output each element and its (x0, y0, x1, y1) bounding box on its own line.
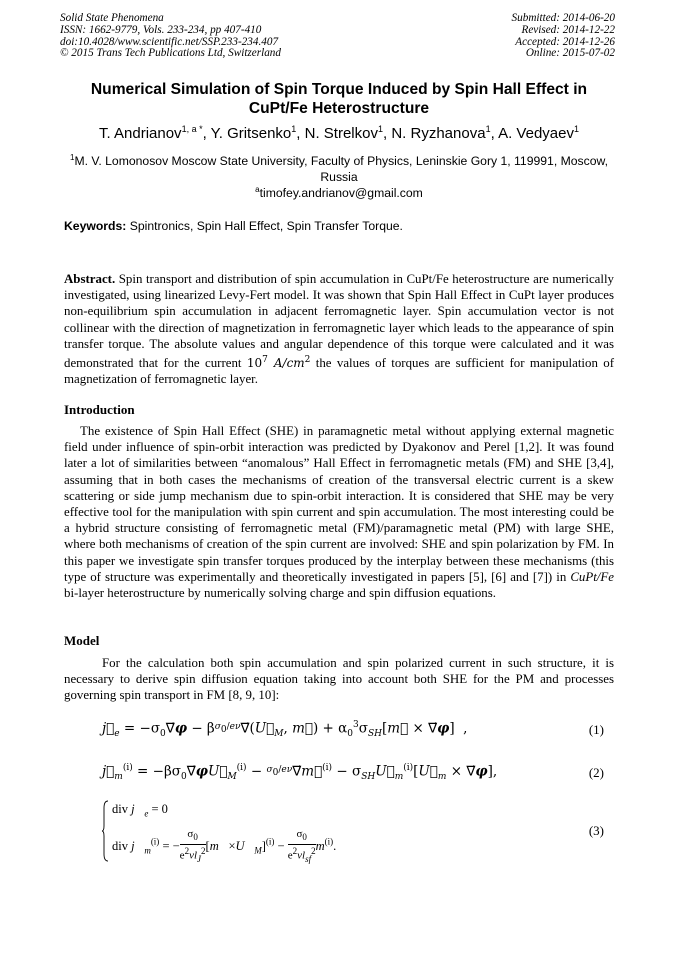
abstract-current (247, 356, 311, 370)
author-name: N. Ryzhanova (391, 125, 486, 142)
equation-3-line-1: div $j⃗_e = 0$ (112, 802, 168, 819)
author-name: N. Strelkov (304, 125, 378, 142)
date-revised: Revised: 2014-12-22 (521, 23, 615, 36)
current-unit: A/cm (273, 356, 305, 371)
introduction-text-end: bi-layer heterostructure by numerically solving charge and spin diffusion equations. (64, 586, 496, 601)
introduction-text: The existence of Spin Hall Effect (SHE) in paramagnetic metal without applying external magnetic field under influence of spin-orbit interaction was predicted by Dyakonov and Perel [1,2]. It was found later a lot of similarities between “anomalous” Hall Effect in ferromagnetic metals (FM) and SHE [3,4], assuming that in both cases the mechanisms of creation of the transversal electric current is a skew scattering or side jump mechanism due to spin-orbit interaction. It is considered that SHE may be very effective tool for the manipulation with spin current and spin accumulation. The most interesting could be a hybrid structure consisting of ferromagnetic metal (FM)/paramagnetic metal (PM) with large SHE, where both mechanisms of creation of the spin current are involved: SHE and spin polarization by FM. In this paper we investigate spin transfer torques produced by the interplay between these mechanisms (this type of structure was experimentally and theoretically investigated in papers [5], [6] and [7]) in (64, 424, 614, 584)
keywords-label: Keywords: (64, 219, 127, 233)
journal-copyright: © 2015 Trans Tech Publications Ltd, Switzerland (60, 47, 281, 60)
author-sup: 1 (291, 124, 297, 134)
date-online: Online: 2015-07-02 (525, 47, 615, 60)
paper-title: Numerical Simulation of Spin Torque Induced by Spin Hall Effect in CuPt/Fe Heterostructure (90, 81, 588, 117)
abstract-text-end: the values of torques are sufficient for manipulation of magnetization of ferromagnetic layer. (64, 356, 615, 387)
author-name: Y. Gritsenko (210, 125, 292, 142)
model-body: For the calculation both spin accumulation and spin polarized current in such structure, it is necessary to derive spin diffusion equation taking into account both SHE for the PM and processes governing spin transport in FM [8, 9, 10]: (64, 656, 614, 703)
equation-number-1: (1) (588, 722, 604, 737)
introduction-body (64, 423, 614, 601)
author-sup: 1 (485, 124, 491, 134)
introduction-italic: CuPt/Fe (570, 569, 614, 584)
author-sup: 1 (573, 124, 579, 134)
journal-issn: ISSN: 1662-9779, Vols. 233-234, pp 407-410 (60, 23, 262, 36)
current-exponent: 7 (262, 355, 268, 366)
author-list: T. Andrianov$^{1, a *}$, Y. Gritsenko$^1$, N. Strelkov$^1$, N. Ryzhanova$^1$, A. Vedyaev$^1$ (99, 124, 579, 142)
author-sup: 1 (377, 124, 383, 134)
journal-doi: doi:10.4028/www.scientific.net/SSP.233-234.407 (60, 35, 279, 48)
abstract (64, 271, 614, 387)
affiliation-text: M. V. Lomonosov Moscow State University, Faculty of Physics, Leninskie Gory 1, 119991, Moscow, Russia (74, 154, 608, 185)
author-name: T. Andrianov (99, 125, 182, 142)
journal-info (60, 13, 281, 60)
affiliation (60, 150, 618, 185)
date-accepted: Accepted: 2014-12-26 (515, 35, 615, 48)
model-heading: Model (64, 633, 100, 648)
email-address[interactable]: timofey.andrianov@gmail.com (259, 186, 423, 201)
equation-1: $j⃗_e$ = $-\sigma_0\nabla⃗\varphi$ − $\beta^{\sigma_0/e\nu}\nabla⃗(U⃗_M$, m⃗) + $\alpha_0^3\sigma_{SH}[m⃗$ × ∇⃗φ] , (102, 720, 468, 740)
affiliation-sup: 1 (70, 153, 75, 162)
date-submitted: Submitted: 2014-06-20 (511, 12, 615, 24)
email-sup: a (255, 185, 260, 194)
author-name: A. Vedyaev (498, 125, 574, 142)
equation-number-3: (3) (588, 823, 604, 838)
brace-icon (102, 800, 108, 862)
unit-exponent: 2 (304, 355, 311, 366)
keywords (64, 219, 403, 233)
equation-number-2: (2) (588, 765, 604, 780)
abstract-text: Spin transport and distribution of spin accumulation in CuPt/Fe heterostructure are numerically investigated, using linearized Levy-Fert model. It was shown that Spin Hall Effect in CuPt layer produces non-equilibrium spin accumulation in adjacent ferromagnetic layer. Spin accumulation vector is not collinear with the direction of magnetization in ferromagnetic layer which leads to the appearance of spin transfer torque. The absolute values and angular dependence of this torque were calculated and it was demonstrated that for the current (64, 272, 614, 371)
equation-3-line-2: div $j⃗_m^{(i)}$ = − $\sigma_0$ $e^2\nu l_J^2$ $[m⃗\times U⃗_M]^{(i)}$ − $\sigma_0$ $e^2\nu l_{sf}^2$ $m^{(i)}$. (112, 828, 337, 865)
abstract-label: Abstract. (64, 272, 116, 286)
equation-2: $j⃗_m^{(i)}$ = $-\beta\sigma_0\nabla⃗\varphi U⃗_M^{(i)}$ − $^{\sigma_0/e\nu}$∇⃗m⃗$^{(i)}$ − $\sigma_{SH}U⃗_m^{(i)}[U⃗_m$ × ∇⃗φ], (102, 763, 498, 783)
publication-dates (512, 13, 615, 60)
journal-name: Solid State Phenomena (60, 12, 164, 24)
author-sup: 1, a * (181, 124, 203, 134)
current-value: 10 (246, 356, 263, 371)
introduction-heading: Introduction (64, 402, 135, 417)
keywords-text: Spintronics, Spin Hall Effect, Spin Transfer Torque. (129, 219, 403, 233)
email (60, 185, 618, 200)
